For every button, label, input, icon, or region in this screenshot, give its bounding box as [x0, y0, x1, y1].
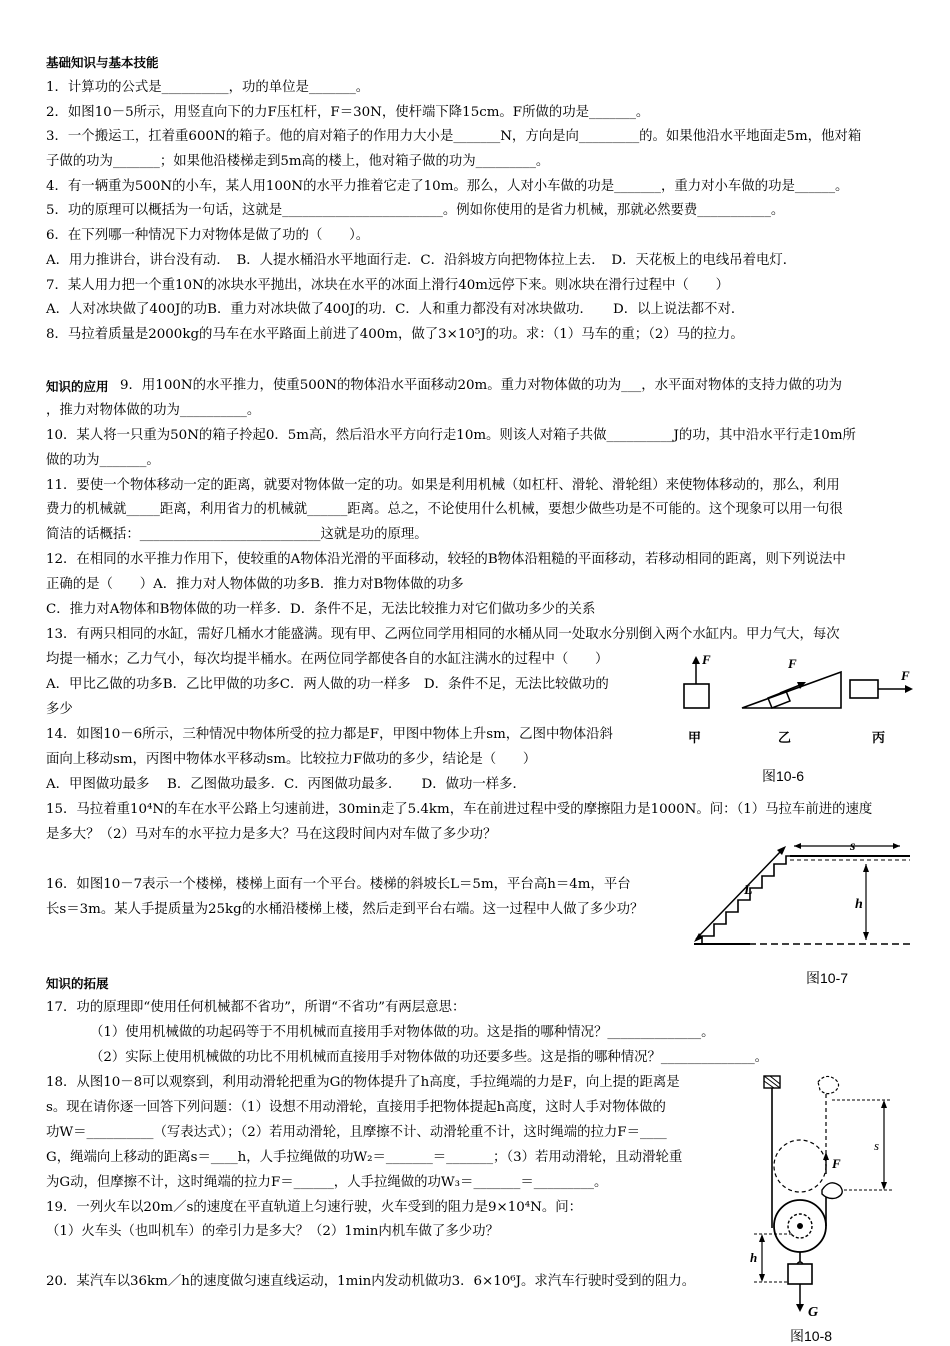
question-line: （2）实际上使用机械做的功比不用机械而直接用手对物体做的功还要多些。这是指的哪种情况？______________。: [90, 1050, 769, 1065]
question-line: 简洁的话概括：___________________________这就是功的原理。: [46, 527, 428, 542]
section-heading-basic: 基础知识与基本技能: [46, 55, 159, 70]
question-line: 5．功的原理可以概括为一句话，这就是________________________。例如你使用的是省力机械，那就必然要费___________。: [46, 203, 785, 218]
section-heading-application: 知识的应用: [46, 379, 109, 394]
question-line: 10．某人将一只重为50N的箱子拎起0．5m高，然后沿水平方向行走10m。则该人对箱子共做__________J的功，其中沿水平行走10m所: [46, 428, 856, 443]
question-line: 长s＝3m。某人手提质量为25kg的水桶沿楼梯上楼，然后走到平台右端。这一过程中人做了多少功？: [46, 902, 644, 917]
question-line: 14．如图10－6所示，三种情况中物体所受的拉力都是F，甲图中物体上升sm，乙图中物体沿斜: [46, 727, 613, 742]
figure-10-8-drawing: [748, 1068, 898, 1324]
svg-text:G: G: [808, 1305, 819, 1320]
svg-text:s: s: [874, 1138, 880, 1153]
svg-text:L: L: [744, 883, 753, 898]
question-line: 15．马拉着重10⁴N的车在水平公路上匀速前进，30min走了5.4km，车在前进过程中受的摩擦阻力是1000N。问：（1）马拉车前进的速度: [46, 802, 873, 817]
question-line: A．甲图做功最多 B．乙图做功最多．C．丙图做功最多． D．做功一样多．: [46, 777, 526, 792]
question-line: 是多大？（2）马对车的水平拉力是多大？马在这段时间内对车做了多少功？: [46, 827, 497, 842]
figure-10-6: [676, 650, 926, 750]
question-line: 16．如图10－7表示一个楼梯，楼梯上面有一个平台。楼梯的斜坡长L＝5m，平台高h＝4m，平台: [46, 877, 631, 892]
question-line: G，绳端向上移动的距离s＝____h，人手拉绳做的功W₂＝_______＝_______；（3）若用动滑轮，且动滑轮重: [46, 1150, 683, 1165]
question-line: 4．有一辆重为500N的小车，某人用100N的水平力推着它走了10m。那么，人对小车做的功是_______，重力对小车做的功是______。: [46, 179, 849, 194]
svg-text:F: F: [901, 668, 910, 683]
question-line: A．甲比乙做的功多B．乙比甲做的功多C．两人做的功一样多 D．条件不足，无法比较做功的: [46, 677, 609, 692]
question-line: 子做的功为_______；如果他沿楼梯走到5m高的楼上，他对箱子做的功为_________。: [46, 154, 550, 169]
question-line: 7．某人用力把一个重10N的冰块水平抛出，冰块在水平的冰面上滑行40m远停下来。则冰块在滑行过程中（ ）: [46, 278, 729, 293]
question-line: 多少: [46, 702, 73, 717]
question-line: 2．如图10－5所示，用竖直向下的力F压杠杆，F＝30N，使杆端下降15cm。F所做的功是_______。: [46, 105, 650, 120]
figure-10-7: [690, 836, 915, 956]
figure-10-8: [748, 1068, 898, 1324]
question-line: （1）火车头（也叫机车）的牵引力是多大？（2）1min内机车做了多少功？: [46, 1224, 499, 1239]
question-line: ，推力对物体做的功为__________。: [46, 403, 261, 418]
question-line: 面向上移动sm，丙图中物体水平移动sm。比较拉力F做功的多少，结论是（ ）: [46, 752, 537, 767]
figure-10-7-caption: 图10-7: [806, 970, 849, 986]
question-line: 20．某汽车以36km／h的速度做匀速直线运动，1min内发动机做功3．6×10⁶J。求汽车行驶时受到的阻力。: [46, 1274, 696, 1289]
figure-10-8-caption: 图10-8: [790, 1328, 833, 1344]
question-line: 19．一列火车以20m／s的速度在平直轨道上匀速行驶，火车受到的阻力是9×10⁴N。问：: [46, 1200, 583, 1215]
question-line: C．推力对A物体和B物体做的功一样多．D．条件不足，无法比较推力对它们做功多少的关系: [46, 602, 596, 617]
question-line: 18．从图10－8可以观察到，利用动滑轮把重为G的物体提升了h高度，手拉绳端的力是F，向上提的距离是: [46, 1075, 680, 1090]
label-jia: 甲: [688, 731, 702, 746]
question-line: A．人对冰块做了400J的功B．重力对冰块做了400J的功．C．人和重力都没有对冰块做功． D．以上说法都不对．: [46, 302, 745, 317]
question-line: 6．在下列哪一种情况下力对物体是做了功的（ ）。: [46, 228, 370, 243]
svg-text:s: s: [850, 839, 856, 854]
question-line: 1．计算功的公式是__________，功的单位是_______。: [46, 80, 370, 95]
question-line: 均提一桶水；乙力气小，每次均提半桶水。在两位同学都使各自的水缸注满水的过程中（ ）: [46, 652, 609, 667]
question-line: 功W＝__________（写表达式）；（2）若用动滑轮，且摩擦不计、动滑轮重不计，这时绳端的拉力F＝____: [46, 1125, 667, 1140]
question-line: 9．用100N的水平推力，使重500N的物体沿水平面移动20m。重力对物体做的功为___，水平面对物体的支持力做的功为: [120, 378, 843, 393]
question-line: （1）使用机械做的功起码等于不用机械而直接用手对物体做的功。这是指的哪种情况？______________。: [90, 1025, 715, 1040]
question-line: A．用力推讲台，讲台没有动． B．人提水桶沿水平地面行走．C．沿斜坡方向把物体拉上去． D．天花板上的电线吊着电灯．: [46, 253, 797, 268]
label-yi: 乙: [778, 731, 792, 746]
section-heading-extension: 知识的拓展: [46, 976, 109, 991]
svg-text:F: F: [832, 1156, 841, 1171]
question-line: 8．马拉着质量是2000kg的马车在水平路面上前进了400m，做了3×10⁵J的功。求：（1）马车的重；（2）马的拉力。: [46, 327, 744, 342]
figure-10-7-drawing: [690, 836, 915, 956]
question-line: 12．在相同的水平推力作用下，使较重的A物体沿光滑的平面移动，较轻的B物体沿粗糙的平面移动，若移动相同的距离，则下列说法中: [46, 552, 846, 567]
svg-text:F: F: [702, 652, 711, 667]
question-line: 费力的机械就_____距离，利用省力的机械就______距离。总之，不论使用什么机械，要想少做些功是不可能的。这个现象可以用一句很: [46, 502, 843, 517]
svg-text:h: h: [855, 897, 863, 912]
question-line: 3．一个搬运工，扛着重600N的箱子。他的肩对箱子的作用力大小是_______N，方向是向_________的。如果他沿水平地面走5m，他对箱: [46, 129, 862, 144]
svg-text:F: F: [788, 656, 797, 671]
question-line: 17．功的原理即“使用任何机械都不省功”，所谓“不省功”有两层意思：: [46, 1000, 466, 1015]
question-line: 13．有两只相同的水缸，需好几桶水才能盛满。现有甲、乙两位同学用相同的水桶从同一处取水分别倒入两个水缸内。甲力气大，每次: [46, 627, 840, 642]
figure-10-6-caption: 图10-6: [762, 768, 805, 784]
question-line: s。现在请你逐一回答下列问题：（1）设想不用动滑轮，直接用手把物体提起h高度，这时人手对物体做的: [46, 1100, 666, 1115]
question-line: 为G动，但摩擦不计，这时绳端的拉力F＝______，人手拉绳做的功W₃＝_______＝_________。: [46, 1175, 608, 1190]
svg-text:h: h: [750, 1250, 758, 1265]
label-bing: 丙: [872, 731, 886, 746]
question-line: 正确的是（ ）A．推力对人物体做的功多B．推力对B物体做的功多: [46, 577, 464, 592]
question-line: 做的功为_______。: [46, 453, 160, 468]
figure-10-6-drawing: [676, 650, 926, 750]
question-line: 11．要使一个物体移动一定的距离，就要对物体做一定的功。如果是利用机械（如杠杆、滑轮、滑轮组）来使物体移动的，那么，利用: [46, 478, 840, 493]
